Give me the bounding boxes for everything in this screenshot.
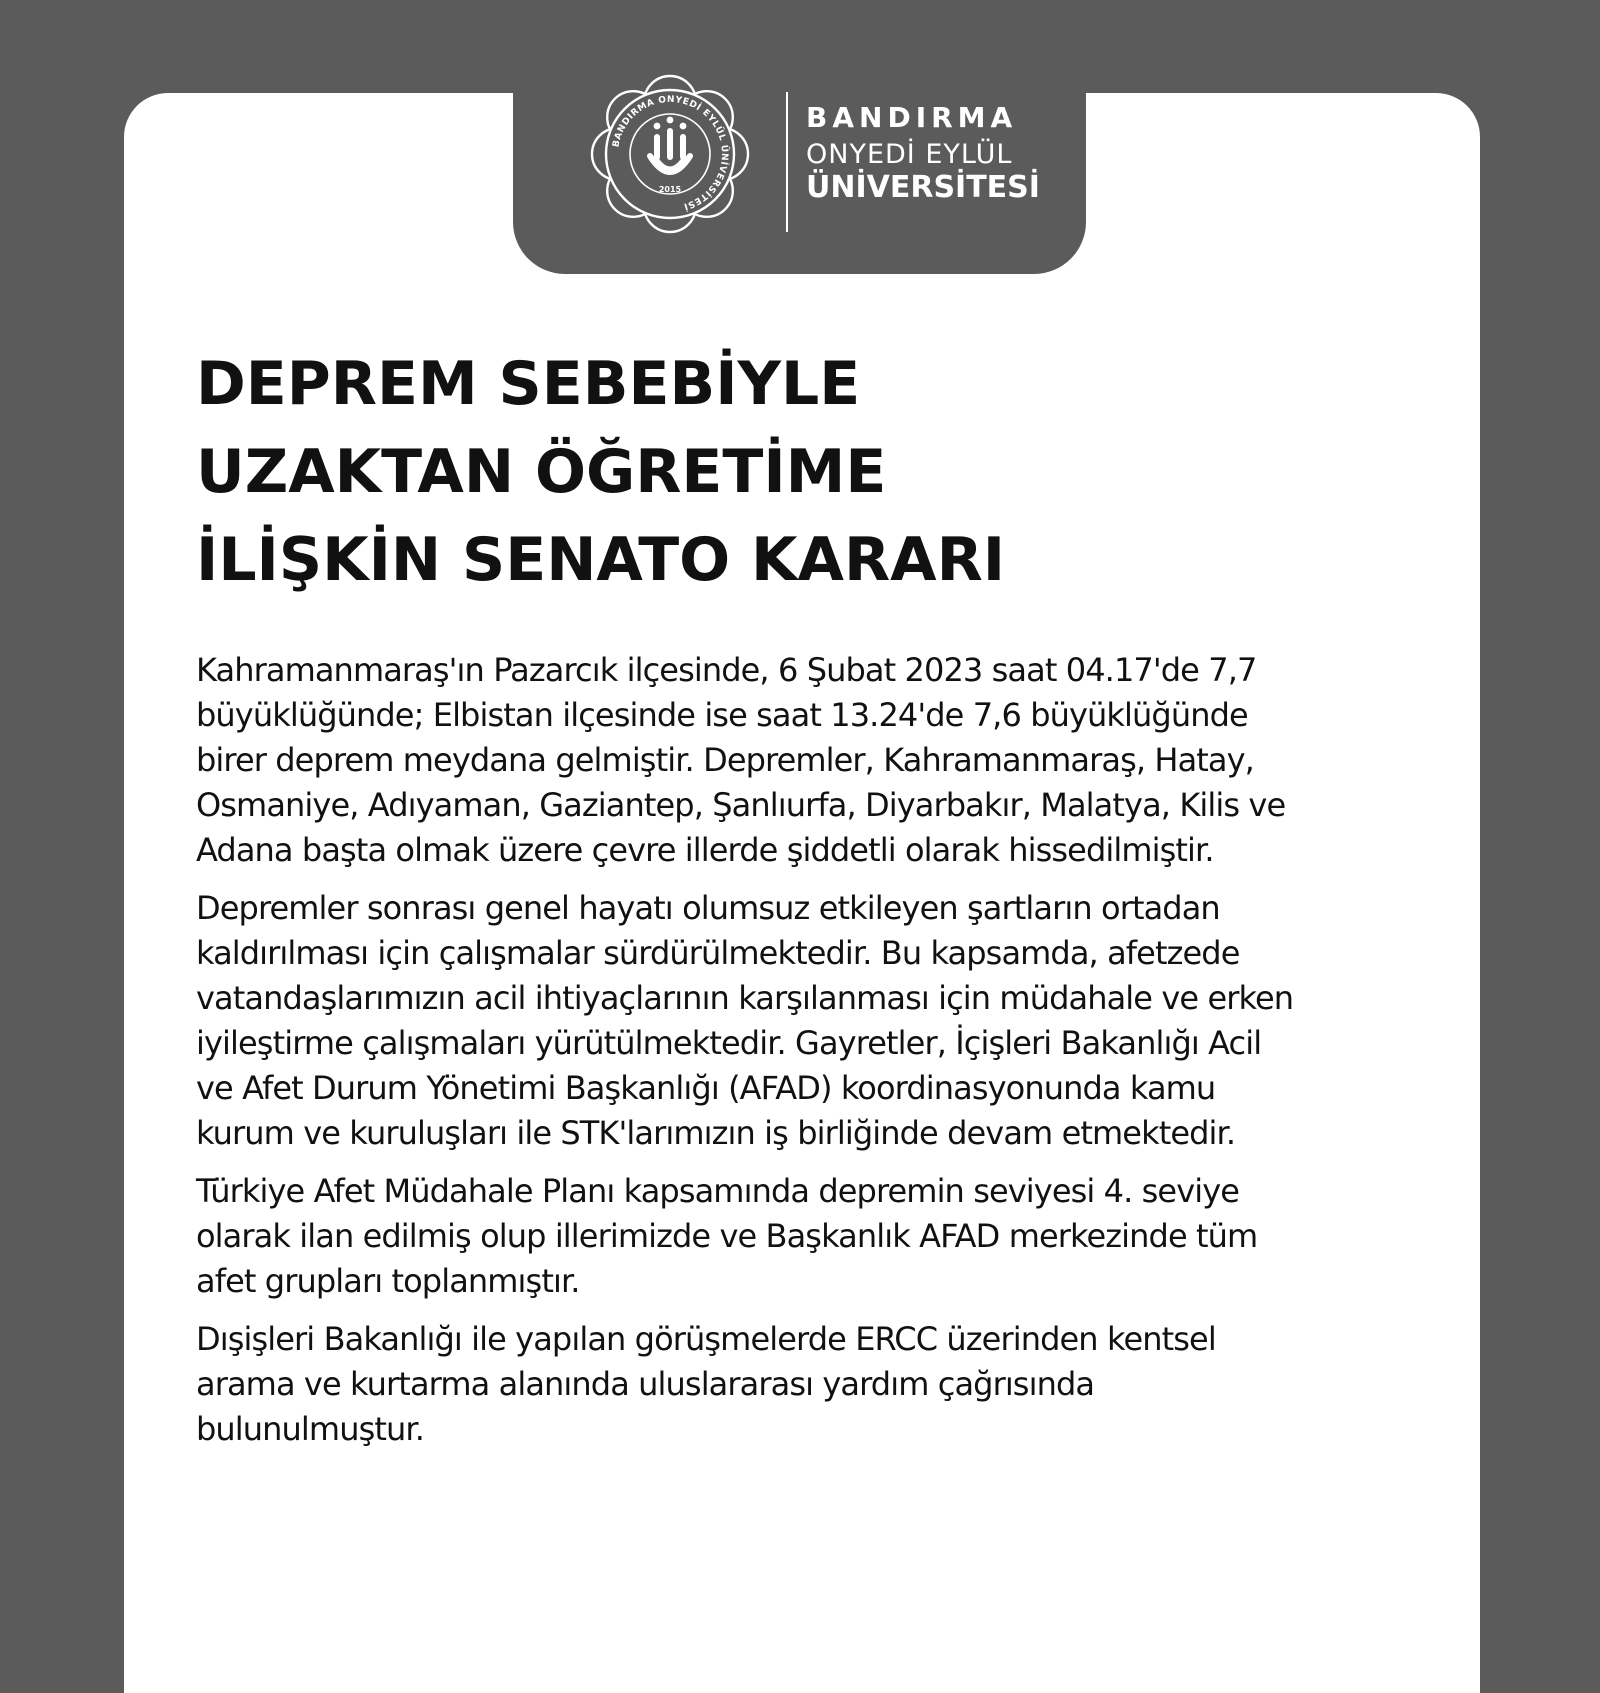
paragraph-line: Dışişleri Bakanlığı ile yapılan görüşmelerde ERCC üzerinden kentsel: [196, 1320, 1216, 1358]
paragraph-earthquake-details: [196, 648, 1426, 873]
announcement-body: [196, 648, 1426, 1465]
paragraph-line: birer deprem meydana gelmiştir. Depremler, Kahramanmaraş, Hatay,: [196, 741, 1254, 779]
wordmark-line-2: ONYEDİ EYLÜL: [806, 139, 1013, 170]
paragraph-line: büyüklüğünde; Elbistan ilçesinde ise saat 13.24'de 7,6 büyüklüğünde: [196, 696, 1248, 734]
title-line: DEPREM SEBEBİYLE: [196, 349, 861, 419]
paragraph-line: Osmaniye, Adıyaman, Gaziantep, Şanlıurfa, Diyarbakır, Malatya, Kilis ve: [196, 786, 1286, 824]
paragraph-line: arama ve kurtarma alanında uluslararası yardım çağrısında: [196, 1365, 1095, 1403]
paragraph-line: Depremler sonrası genel hayatı olumsuz etkileyen şartların ortadan: [196, 889, 1220, 927]
seal-year: 2015: [658, 185, 682, 194]
paragraph-line: afet grupları toplanmıştır.: [196, 1262, 580, 1300]
title-line: UZAKTAN ÖĞRETİME: [196, 437, 887, 507]
announcement-title: [196, 340, 1296, 604]
paragraph-line: ve Afet Durum Yönetimi Başkanlığı (AFAD) koordinasyonunda kamu: [196, 1069, 1216, 1107]
wordmark-line-1: BANDIRMA: [806, 101, 1018, 134]
university-seal-icon: [588, 72, 752, 236]
paragraph-line: bulunulmuştur.: [196, 1410, 424, 1448]
paragraph-line: olarak ilan edilmiş olup illerimizde ve Başkanlık AFAD merkezinde tüm: [196, 1217, 1258, 1255]
paragraph-line: Adana başta olmak üzere çevre illerde şiddetli olarak hissedilmiştir.: [196, 831, 1214, 869]
paragraph-line: Kahramanmaraş'ın Pazarcık ilçesinde, 6 Şubat 2023 saat 04.17'de 7,7: [196, 651, 1257, 689]
seal-ring-text: BANDIRMA ONYEDİ EYLÜL ÜNİVERSİTESİ: [611, 94, 730, 212]
paragraph-line: kaldırılması için çalışmalar sürdürülmektedir. Bu kapsamda, afetzede: [196, 934, 1240, 972]
wordmark-line-3: ÜNİVERSİTESİ: [806, 170, 1040, 205]
paragraph-line: kurum ve kuruluşları ile STK'larımızın iş birliğinde devam etmektedir.: [196, 1114, 1236, 1152]
paragraph-line: vatandaşlarımızın acil ihtiyaçlarının karşılanması için müdahale ve erken: [196, 979, 1294, 1017]
paragraph-response-plan: [196, 1169, 1426, 1304]
university-wordmark: [806, 101, 1086, 205]
paragraph-international-aid: [196, 1317, 1426, 1452]
paragraph-line: iyileştirme çalışmaları yürütülmektedir. Gayretler, İçişleri Bakanlığı Acil: [196, 1024, 1262, 1062]
paragraph-line: Türkiye Afet Müdahale Planı kapsamında depremin seviyesi 4. seviye: [196, 1172, 1240, 1210]
logo-divider: [786, 92, 788, 232]
title-line: İLİŞKİN SENATO KARARI: [196, 525, 1006, 595]
paragraph-relief-efforts: [196, 886, 1426, 1156]
